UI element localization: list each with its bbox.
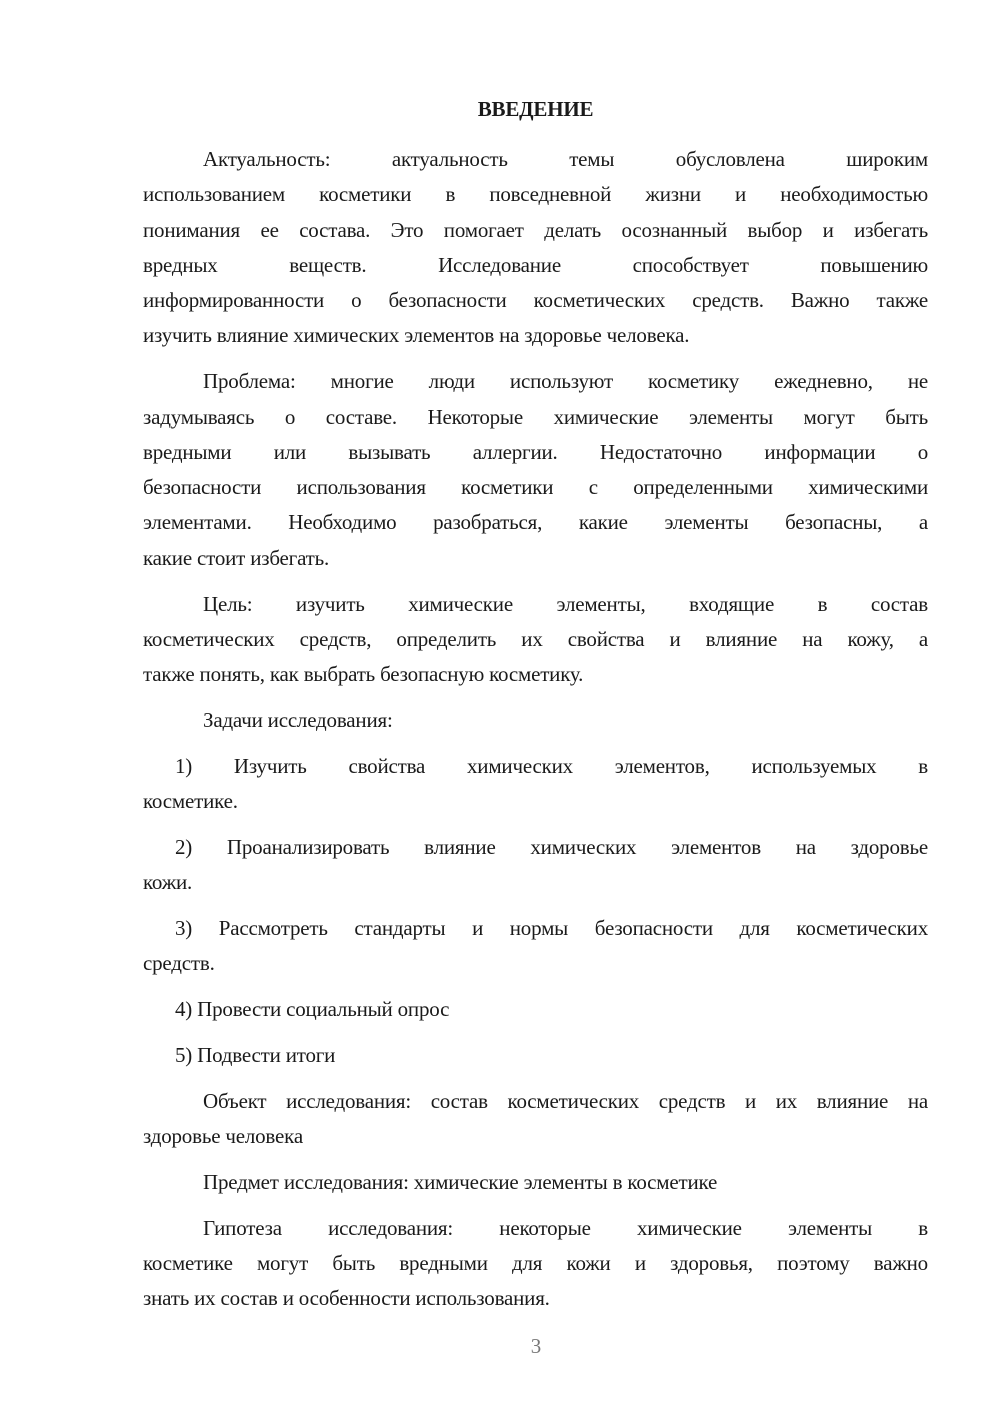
paragraph [143, 1165, 928, 1200]
paragraph [143, 1211, 928, 1317]
paragraphs [143, 142, 928, 1316]
text-line: 5) Подвести итоги [175, 1042, 336, 1067]
page-number: 3 [530, 1334, 542, 1358]
text-line: Объект исследования: состав косметических средств и их влияние на [203, 1088, 928, 1113]
text-line: безопасности использования косметики с определенными химическими [143, 475, 928, 500]
text-line: 1) Изучить свойства химических элементов, используемых в [175, 753, 928, 778]
text-line: вредных веществ. Исследование способствует повышению [143, 252, 928, 277]
list-item [143, 911, 928, 982]
text-line: 4) Провести социальный опрос [175, 997, 450, 1022]
text-line: знать их состав и особенности использования. [143, 1286, 550, 1311]
text-line: элементами. Необходимо разобраться, какие элементы безопасны, а [143, 510, 928, 535]
paragraph [143, 364, 928, 576]
text-line: косметике могут быть вредными для кожи и здоровья, поэтому важно [143, 1250, 928, 1275]
text-line: какие стоит избегать. [143, 545, 330, 570]
text-line: косметических средств, определить их свойства и влияние на кожу, а [143, 626, 928, 651]
page-title: ВВЕДЕНИЕ [477, 97, 594, 121]
text-line: изучить влияние химических элементов на здоровье человека. [143, 323, 690, 348]
text-line: вредными или вызывать аллергии. Недостаточно информации о [143, 439, 928, 464]
text-line: Задачи исследования: [203, 707, 393, 732]
text-line: средств. [143, 951, 215, 976]
text-line: косметике. [143, 789, 238, 814]
text-line: Предмет исследования: химические элементы в косметике [203, 1169, 718, 1194]
list-item [143, 749, 928, 820]
text-line: 3) Рассмотреть стандарты и нормы безопасности для косметических [175, 915, 928, 940]
paragraph [143, 587, 928, 693]
text-line: информированности о безопасности косметических средств. Важно также [143, 288, 928, 313]
text-line: также понять, как выбрать безопасную косметику. [143, 662, 584, 687]
paragraph [143, 703, 928, 738]
text-line: здоровье человека [143, 1123, 303, 1148]
paragraph [143, 142, 928, 354]
text-line: 2) Проанализировать влияние химических элементов на здоровье [175, 834, 928, 859]
text-line: понимания ее состава. Это помогает делать осознанный выбор и избегать [143, 217, 928, 242]
list-item [143, 830, 928, 901]
list-item [143, 1038, 928, 1073]
document-body [143, 92, 928, 1327]
text-line: кожи. [143, 870, 193, 895]
text-line: Актуальность: актуальность темы обусловлена широким [203, 147, 928, 171]
text-line: Цель: изучить химические элементы, входящие в состав [203, 591, 928, 616]
text-line: задумываясь о составе. Некоторые химические элементы могут быть [143, 404, 928, 429]
text-line: использованием косметики в повседневной жизни и необходимостью [143, 182, 928, 207]
paragraph [143, 1084, 928, 1155]
list-item [143, 992, 928, 1027]
text-line: Проблема: многие люди используют косметику ежедневно, не [203, 369, 928, 394]
text-line: Гипотеза исследования: некоторые химические элементы в [203, 1215, 928, 1240]
